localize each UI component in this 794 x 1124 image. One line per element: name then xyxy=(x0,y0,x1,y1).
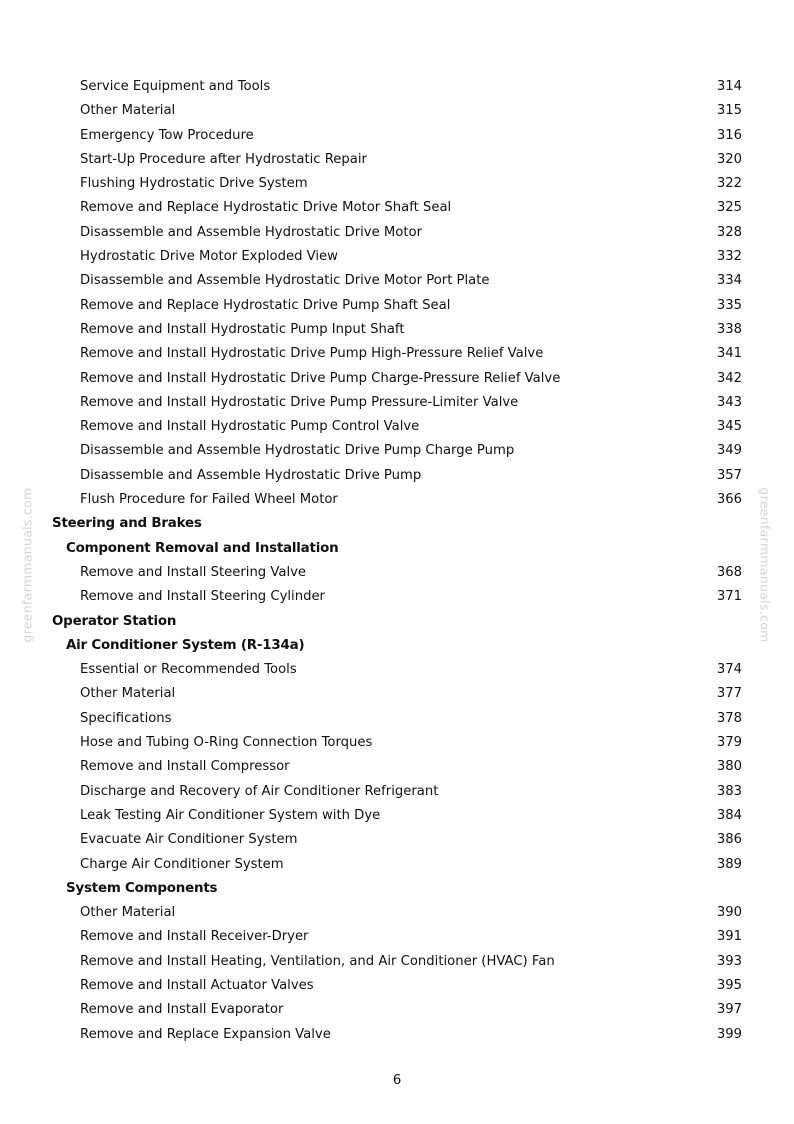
toc-entry-page-number: 374 xyxy=(716,662,742,678)
toc-entry-title: Evacuate Air Conditioner System xyxy=(80,832,298,848)
toc-entry[interactable] xyxy=(0,318,794,342)
toc-entry[interactable] xyxy=(0,925,794,949)
toc-entry-title: Other Material xyxy=(80,103,176,119)
toc-entry-page-number: 384 xyxy=(716,807,742,823)
toc-entry[interactable] xyxy=(0,585,794,609)
toc-entry-title: Remove and Install Steering Valve xyxy=(80,564,307,580)
toc-entry-page-number: 397 xyxy=(716,1002,742,1018)
toc-entry-page-number: 343 xyxy=(716,394,742,410)
toc-entry[interactable] xyxy=(0,342,794,366)
toc-entry[interactable] xyxy=(0,755,794,779)
toc-entry-page-number: 320 xyxy=(716,151,742,167)
toc-entry-page-number: 357 xyxy=(716,467,742,483)
toc-entry[interactable] xyxy=(0,731,794,755)
toc-entry-title: Disassemble and Assemble Hydrostatic Drive Pump xyxy=(80,467,422,483)
toc-entry-title: Service Equipment and Tools xyxy=(80,79,271,94)
toc-entry-page-number: 335 xyxy=(716,297,742,313)
toc-entry[interactable] xyxy=(0,99,794,123)
toc-entry[interactable] xyxy=(0,561,794,585)
toc-entry[interactable] xyxy=(0,245,794,269)
toc-entry[interactable] xyxy=(0,804,794,828)
toc-entry-title: Other Material xyxy=(80,686,176,702)
toc-entry-title: Remove and Install Heating, Ventilation, and Air Conditioner (HVAC) Fan xyxy=(80,953,555,969)
toc-entry-page-number: 380 xyxy=(716,759,742,775)
toc-entry[interactable] xyxy=(0,221,794,245)
toc-entry-page-number: 386 xyxy=(716,832,742,848)
toc-entry-page-number: 315 xyxy=(716,103,742,119)
toc-entry-title: Hydrostatic Drive Motor Exploded View xyxy=(80,249,338,265)
toc-entry-title: Remove and Install Actuator Valves xyxy=(80,977,314,993)
watermark-right: greenfarmmanuals.com xyxy=(757,487,773,643)
toc-entry-page-number: 366 xyxy=(716,492,742,508)
toc-entry-page-number: 332 xyxy=(716,249,742,265)
toc-entry-title: Disassemble and Assemble Hydrostatic Drive Motor Port Plate xyxy=(80,273,490,289)
toc-entry-title: Disassemble and Assemble Hydrostatic Drive Motor xyxy=(80,224,423,240)
toc-section-heading xyxy=(0,610,794,634)
toc-entry-title: Remove and Replace Expansion Valve xyxy=(80,1026,331,1042)
toc-entry[interactable] xyxy=(0,464,794,488)
toc-entry[interactable] xyxy=(0,974,794,998)
toc-entry-title: Steering and Brakes xyxy=(52,516,202,532)
toc-entry[interactable] xyxy=(0,294,794,318)
toc-entry-page-number: 328 xyxy=(716,224,742,240)
toc-entry-title: Component Removal and Installation xyxy=(66,540,339,556)
toc-section-heading xyxy=(0,512,794,536)
toc-entry-title: Start-Up Procedure after Hydrostatic Repair xyxy=(80,151,367,167)
toc-entry[interactable] xyxy=(0,780,794,804)
toc-entry-title: Remove and Install Hydrostatic Pump Input Shaft xyxy=(80,321,405,337)
toc-entry-page-number: 393 xyxy=(716,953,742,969)
toc-entry[interactable] xyxy=(0,124,794,148)
toc-entry-title: Specifications xyxy=(80,710,172,726)
toc-entry-title: Air Conditioner System (R-134a) xyxy=(66,637,305,653)
toc-entry-page-number: 322 xyxy=(716,176,742,192)
toc-entry-title: Disassemble and Assemble Hydrostatic Drive Pump Charge Pump xyxy=(80,443,515,459)
toc-entry-page-number: 389 xyxy=(716,856,742,872)
toc-entry[interactable] xyxy=(0,439,794,463)
toc-entry-page-number: 325 xyxy=(716,200,742,216)
toc-entry[interactable] xyxy=(0,367,794,391)
toc-entry-title: Remove and Install Hydrostatic Drive Pump Pressure-Limiter Valve xyxy=(80,394,519,410)
toc-entry-title: Essential or Recommended Tools xyxy=(80,662,297,678)
toc-entry[interactable] xyxy=(0,75,794,99)
toc-entry[interactable] xyxy=(0,853,794,877)
toc-entry[interactable] xyxy=(0,828,794,852)
toc-entry[interactable] xyxy=(0,707,794,731)
toc-entry-page-number: 391 xyxy=(716,929,742,945)
toc-entry-page-number: 390 xyxy=(716,905,742,921)
toc-entry-title: Hose and Tubing O-Ring Connection Torques xyxy=(80,735,373,751)
toc-entry[interactable] xyxy=(0,488,794,512)
toc-entry-title: Operator Station xyxy=(52,613,177,629)
toc-entry[interactable] xyxy=(0,998,794,1022)
toc-entry-page-number: 368 xyxy=(716,564,742,580)
toc-entry[interactable] xyxy=(0,682,794,706)
toc-entry-page-number: 377 xyxy=(716,686,742,702)
toc-entry-title: System Components xyxy=(66,880,218,896)
toc-entry[interactable] xyxy=(0,658,794,682)
toc-entry-title: Remove and Install Hydrostatic Pump Control Valve xyxy=(80,419,420,435)
toc-subsection-heading xyxy=(0,634,794,658)
toc-entry-page-number: 349 xyxy=(716,443,742,459)
toc-entry-title: Other Material xyxy=(80,905,176,921)
toc-subsection-heading xyxy=(0,877,794,901)
toc-subsection-heading xyxy=(0,537,794,561)
toc-entry-page-number: 395 xyxy=(716,977,742,993)
toc-entry-title: Flushing Hydrostatic Drive System xyxy=(80,176,308,192)
toc-entry-page-number: 378 xyxy=(716,710,742,726)
toc-entry[interactable] xyxy=(0,415,794,439)
toc-entry-page-number: 345 xyxy=(716,419,742,435)
toc-entry-title: Remove and Install Evaporator xyxy=(80,1002,284,1018)
toc-entry[interactable] xyxy=(0,196,794,220)
toc-entry-page-number: 342 xyxy=(716,370,742,386)
toc-entry-title: Remove and Install Hydrostatic Drive Pump Charge-Pressure Relief Valve xyxy=(80,370,561,386)
toc-entry-title: Charge Air Conditioner System xyxy=(80,856,284,872)
toc-entry[interactable] xyxy=(0,269,794,293)
toc-entry[interactable] xyxy=(0,391,794,415)
toc-entry-title: Emergency Tow Procedure xyxy=(80,127,254,143)
toc-entry-title: Remove and Install Hydrostatic Drive Pump High-Pressure Relief Valve xyxy=(80,346,544,362)
toc-entry-page-number: 314 xyxy=(716,79,742,94)
toc-entry-title: Discharge and Recovery of Air Conditioner Refrigerant xyxy=(80,783,439,799)
toc-entry-page-number: 399 xyxy=(716,1026,742,1042)
toc-entry[interactable] xyxy=(0,901,794,925)
toc-entry-page-number: 338 xyxy=(716,321,742,337)
toc-entry[interactable] xyxy=(0,1023,794,1047)
toc-entry-page-number: 316 xyxy=(716,127,742,143)
toc-entry[interactable] xyxy=(0,172,794,196)
watermark-left: greenfarmmanuals.com xyxy=(19,487,35,643)
toc-entry[interactable] xyxy=(0,950,794,974)
toc-entry-title: Remove and Install Compressor xyxy=(80,759,290,775)
toc-entry-title: Remove and Install Receiver-Dryer xyxy=(80,929,309,945)
toc-entry-title: Flush Procedure for Failed Wheel Motor xyxy=(80,492,338,508)
toc-entry-title: Leak Testing Air Conditioner System with Dye xyxy=(80,807,381,823)
table-of-contents xyxy=(0,75,794,1047)
toc-entry-title: Remove and Replace Hydrostatic Drive Motor Shaft Seal xyxy=(80,200,452,216)
toc-entry-page-number: 341 xyxy=(716,346,742,362)
toc-entry-page-number: 371 xyxy=(716,589,742,605)
toc-entry-page-number: 379 xyxy=(716,735,742,751)
toc-entry-title: Remove and Install Steering Cylinder xyxy=(80,589,325,605)
toc-entry-page-number: 383 xyxy=(716,783,742,799)
toc-entry-title: Remove and Replace Hydrostatic Drive Pump Shaft Seal xyxy=(80,297,451,313)
toc-entry[interactable] xyxy=(0,148,794,172)
toc-entry-page-number: 334 xyxy=(716,273,742,289)
page-number: 6 xyxy=(392,1072,402,1088)
